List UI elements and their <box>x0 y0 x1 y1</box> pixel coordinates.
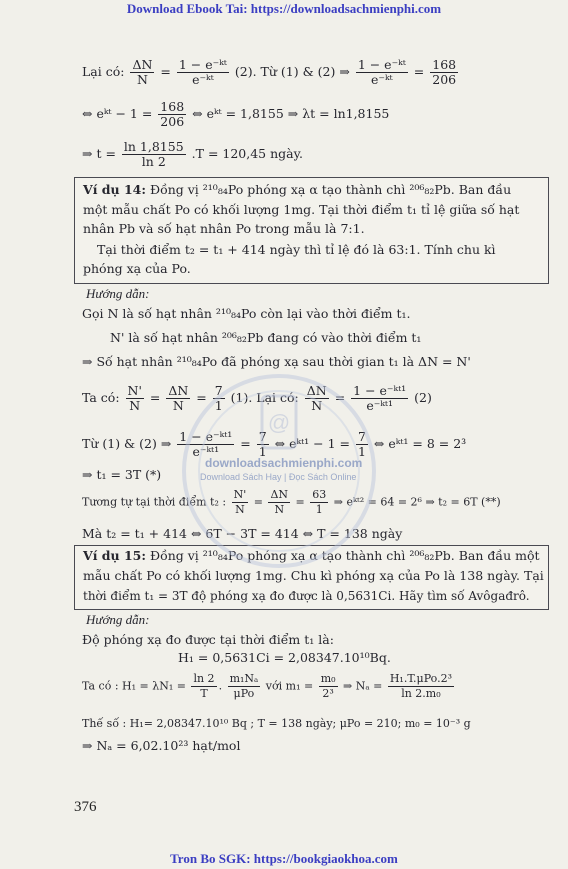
guide1-line-7: Tương tự tại thời điểm t₂ : $\frac{N'}{N}$ = $\frac{\Delta N}{N}$ = $\frac{63}{1}$ ⇒ eᵏᵗ² = 64 = 2⁶ ⇒ t₂ = 6T (**) <box>82 488 501 516</box>
guide1-line-6: ⇒ t₁ = 3T (*) <box>82 467 162 482</box>
sgk-link[interactable]: Tron Bo SGK: https://bookgiaokhoa.com <box>170 851 398 866</box>
guide2-line-4: Thế số : H₁= 2,08347.10¹⁰ Bq ; T = 138 ngày; μPo = 210; m₀ = 10⁻³ g <box>82 717 471 730</box>
fraction: $\frac{168}{206}$ <box>160 99 185 129</box>
fraction: $\frac{7}{1}$ <box>214 383 223 413</box>
fraction: $\frac{\ln 2}{T}$ <box>193 672 215 700</box>
fraction: $\frac{168}{206}$ <box>432 57 457 87</box>
fraction: $\frac{\text{H₁.T.μPo.2³}}{\text{ln 2.m₀}}$ <box>389 672 452 700</box>
svg-text:@: @ <box>267 410 291 435</box>
guide1-line-4: Ta có: $\frac{N'}{N}$ = $\frac{\Delta N}{N}$ = $\frac{7}{1}$ (1). Lại có: $\frac{\Delta N}{N}$ = $\frac{\text{1 − e⁻ᵏᵗ¹}}{\text{e⁻ᵏᵗ¹}}$ (2) <box>82 383 432 413</box>
equation-line-2: ⇔ eᵏᵗ − 1 = $\frac{168}{206}$ ⇔ eᵏᵗ = 1,8155 ⇒ λt = ln1,8155 <box>82 99 390 129</box>
fraction: $\frac{\Delta N}{N}$ <box>132 57 153 87</box>
fraction: $\frac{\text{m₁Nₐ}}{\text{μPo}}$ <box>229 672 259 700</box>
guide2-line-5: ⇒ Nₐ = 6,02.10²³ hạt/mol <box>82 738 241 753</box>
fraction: $\frac{\Delta N}{N}$ <box>168 383 189 413</box>
example-14-line-3: nhân Pb và số hạt nhân Po trong mẫu là 7:1. <box>83 221 365 236</box>
guide1-line-1: Gọi N là số hạt nhân ²¹⁰₈₄Po còn lại vào thời điểm t₁. <box>82 306 411 321</box>
fraction: $\frac{\Delta N}{N}$ <box>270 488 289 516</box>
example-14-line-1: Ví dụ 14: Đồng vị ²¹⁰₈₄Po phóng xạ α tạo thành chì ²⁰⁶₈₂Pb. Ban đầu <box>83 182 512 197</box>
fraction: $\frac{\text{1 − e⁻ᵏᵗ}}{\text{e⁻ᵏᵗ}}$ <box>357 57 406 87</box>
guide2-line-1: Độ phóng xạ đo được tại thời điểm t₁ là: <box>82 632 334 647</box>
example-15-box <box>74 545 549 610</box>
download-ebook-link[interactable]: Download Ebook Tai: https://downloadsachmienphi.com <box>126 1 442 16</box>
watermark-site: downloadsachmienphi.com <box>205 456 363 470</box>
example-15-line-3: thời điểm t₁ = 3T độ phóng xạ đo được là 0,5631Ci. Hãy tìm số Avôgađrô. <box>83 589 530 603</box>
example-15-line-1: Ví dụ 15: Đồng vị ²¹⁰₈₄Po phóng xạ α tạo thành chì ²⁰⁶₈₂Pb. Ban đầu một <box>83 548 540 563</box>
guide1-line-2: N' là số hạt nhân ²⁰⁶₈₂Pb đang có vào thời điểm t₁ <box>110 330 422 345</box>
guide1-line-3: ⇒ Số hạt nhân ²¹⁰₈₄Po đã phóng xạ sau thời gian t₁ là ΔN = N' <box>82 354 471 369</box>
fraction: $\frac{\text{m₀}}{\text{2³}}$ <box>320 672 336 700</box>
fraction: $\frac{\ln 1,8155}{\ln 2}$ <box>123 139 184 169</box>
guide1-line-8: Mà t₂ = t₁ + 414 ⇔ 6T − 3T = 414 ⇔ T = 138 ngày <box>82 526 403 541</box>
fraction: $\frac{63}{1}$ <box>312 488 327 516</box>
fraction: $\frac{N'}{N}$ <box>233 488 247 516</box>
example-14-line-4: Tại thời điểm t₂ = t₁ + 414 ngày thì tỉ lệ đó là 63:1. Tính chu kì <box>97 242 496 257</box>
fraction: $\frac{\text{1 − e⁻ᵏᵗ}}{\text{e⁻ᵏᵗ}}$ <box>178 57 227 87</box>
guide-heading-1: Hướng dẫn: <box>86 286 150 301</box>
fraction: $\frac{7}{1}$ <box>357 429 366 459</box>
fraction: $\frac{\text{1 − e⁻ᵏᵗ¹}}{\text{e⁻ᵏᵗ¹}}$ <box>353 383 407 413</box>
fraction: $\frac{7}{1}$ <box>258 429 267 459</box>
example-14-line-2: một mẫu chất Po có khối lượng 1mg. Tại thời điểm t₁ tỉ lệ giữa số hạt <box>83 202 520 217</box>
example-15-line-2: mẫu chất Po có khối lượng 1mg. Chu kì phóng xạ của Po là 138 ngày. Tại <box>83 568 544 583</box>
example-14-box <box>74 177 549 284</box>
watermark-tagline: Download Sách Hay | Đọc Sách Online <box>200 472 357 482</box>
fraction: $\frac{N'}{N}$ <box>127 383 142 413</box>
equation-line-3: ⇒ t = $\frac{\ln 1,8155}{\ln 2}$ .T = 120,45 ngày. <box>82 139 303 169</box>
guide-heading-2: Hướng dẫn: <box>86 612 150 627</box>
fraction: $\frac{\text{1 − e⁻ᵏᵗ¹}}{\text{e⁻ᵏᵗ¹}}$ <box>179 429 233 459</box>
page-number: 376 <box>74 799 97 815</box>
example-14-line-5: phóng xạ của Po. <box>83 261 191 276</box>
guide2-line-3: Ta có : H₁ = λN₁ = $\frac{\ln 2}{T}$ . $\frac{\text{m₁Nₐ}}{\text{μPo}}$ với m₁ = $\frac{\text{m₀}}{\text{2³}}$ ⇒ Nₐ = $\frac{\text{H₁.T.μPo.2³}}{\text{ln 2.m₀}}$ <box>82 672 452 700</box>
fraction: $\frac{\Delta N}{N}$ <box>306 383 327 413</box>
guide1-line-5: Từ (1) & (2) ⇒ $\frac{\text{1 − e⁻ᵏᵗ¹}}{\text{e⁻ᵏᵗ¹}}$ = $\frac{7}{1}$ ⇔ eᵏᵗ¹ − 1 = $\frac{7}{1}$ ⇔ eᵏᵗ¹ = 8 = 2³ <box>82 429 467 459</box>
guide2-line-2: H₁ = 0,5631Ci = 2,08347.10¹⁰Bq. <box>178 650 391 665</box>
equation-line-1: Lại có: $\frac{\Delta N}{N}$ = $\frac{\text{1 − e⁻ᵏᵗ}}{\text{e⁻ᵏᵗ}}$ (2). Từ (1) & (2) ⇒ $\frac{\text{1 − e⁻ᵏᵗ}}{\text{e⁻ᵏᵗ}}$ = $\frac{168}{206}$ <box>82 57 457 87</box>
